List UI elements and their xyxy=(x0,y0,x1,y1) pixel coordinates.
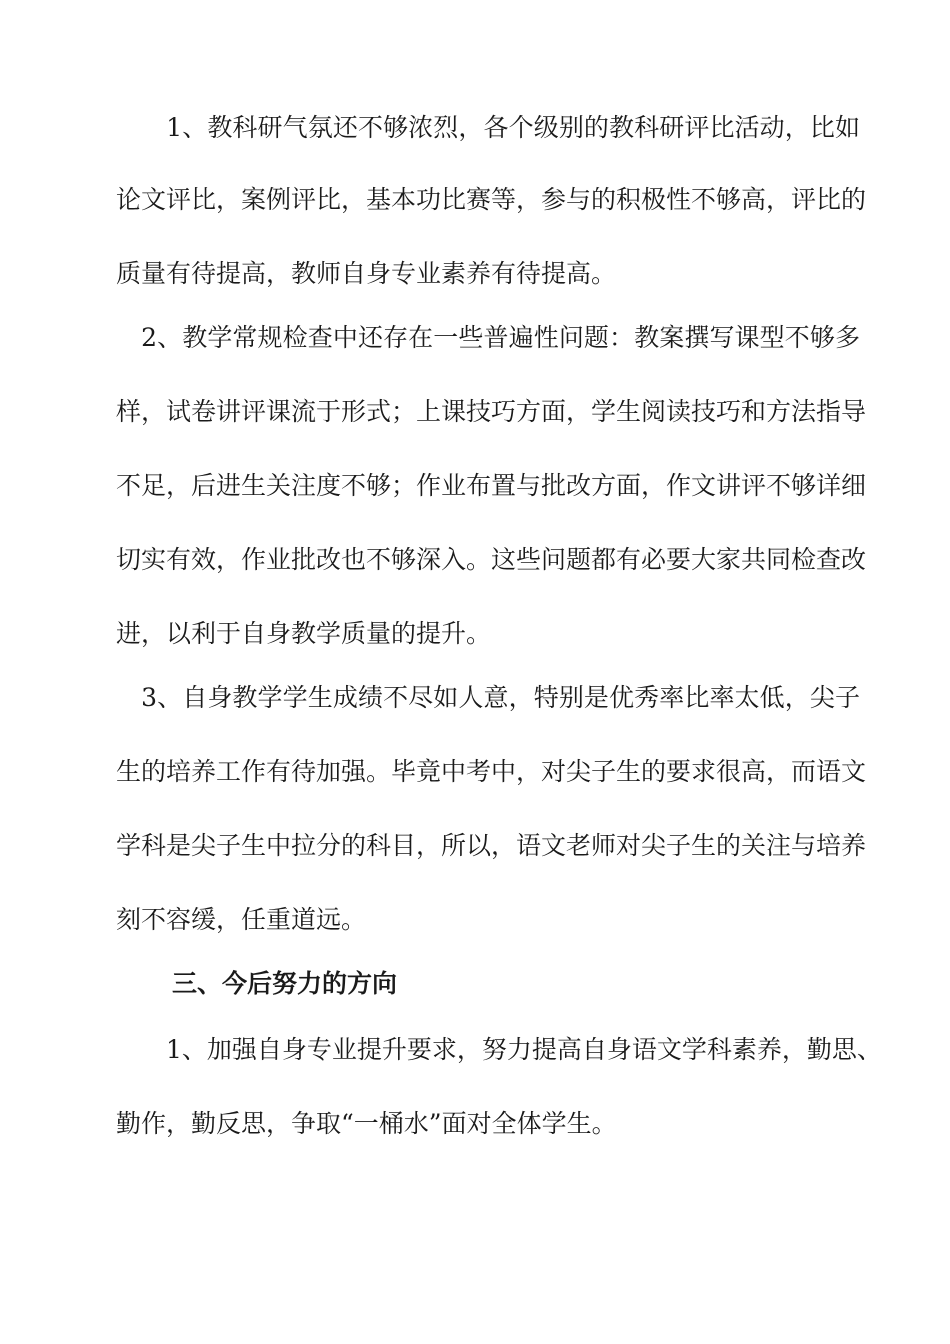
paragraph-2-line-5: 进，以利于自身教学质量的提升。 xyxy=(116,619,492,648)
paragraph-3-line-4: 刻不容缓，任重道远。 xyxy=(116,905,367,934)
paragraph-3-line-1: 3、自身教学学生成绩不尽如人意，特别是优秀率比率太低，尖子 xyxy=(116,683,860,712)
paragraph-2-line-1: 2、教学常规检查中还存在一些普遍性问题：教案撰写课型不够多 xyxy=(116,323,860,352)
paragraph-1-line-1: 1、教科研气氛还不够浓烈，各个级别的教科研评比活动，比如 xyxy=(116,113,860,142)
paragraph-1-line-3: 质量有待提高，教师自身专业素养有待提高。 xyxy=(116,259,617,288)
paragraph-4-line-1: 1、加强自身专业提升要求，努力提高自身语文学科素养，勤思、 xyxy=(116,1035,882,1064)
paragraph-2-line-4: 切实有效，作业批改也不够深入。这些问题都有必要大家共同检查改 xyxy=(116,545,867,574)
paragraph-3-line-3: 学科是尖子生中拉分的科目，所以，语文老师对尖子生的关注与培养 xyxy=(116,831,867,860)
paragraph-3-line-2: 生的培养工作有待加强。毕竟中考中，对尖子生的要求很高，而语文 xyxy=(116,757,867,786)
paragraph-2-line-3: 不足，后进生关注度不够；作业布置与批改方面，作文讲评不够详细 xyxy=(116,471,867,500)
paragraph-1-line-2: 论文评比，案例评比，基本功比赛等，参与的积极性不够高，评比的 xyxy=(116,185,867,214)
paragraph-2-line-2: 样，试卷讲评课流于形式；上课技巧方面，学生阅读技巧和方法指导 xyxy=(116,397,867,426)
section-heading: 三、今后努力的方向 xyxy=(172,969,398,998)
paragraph-4-line-2: 勤作，勤反思，争取“一桶水”面对全体学生。 xyxy=(116,1109,617,1138)
